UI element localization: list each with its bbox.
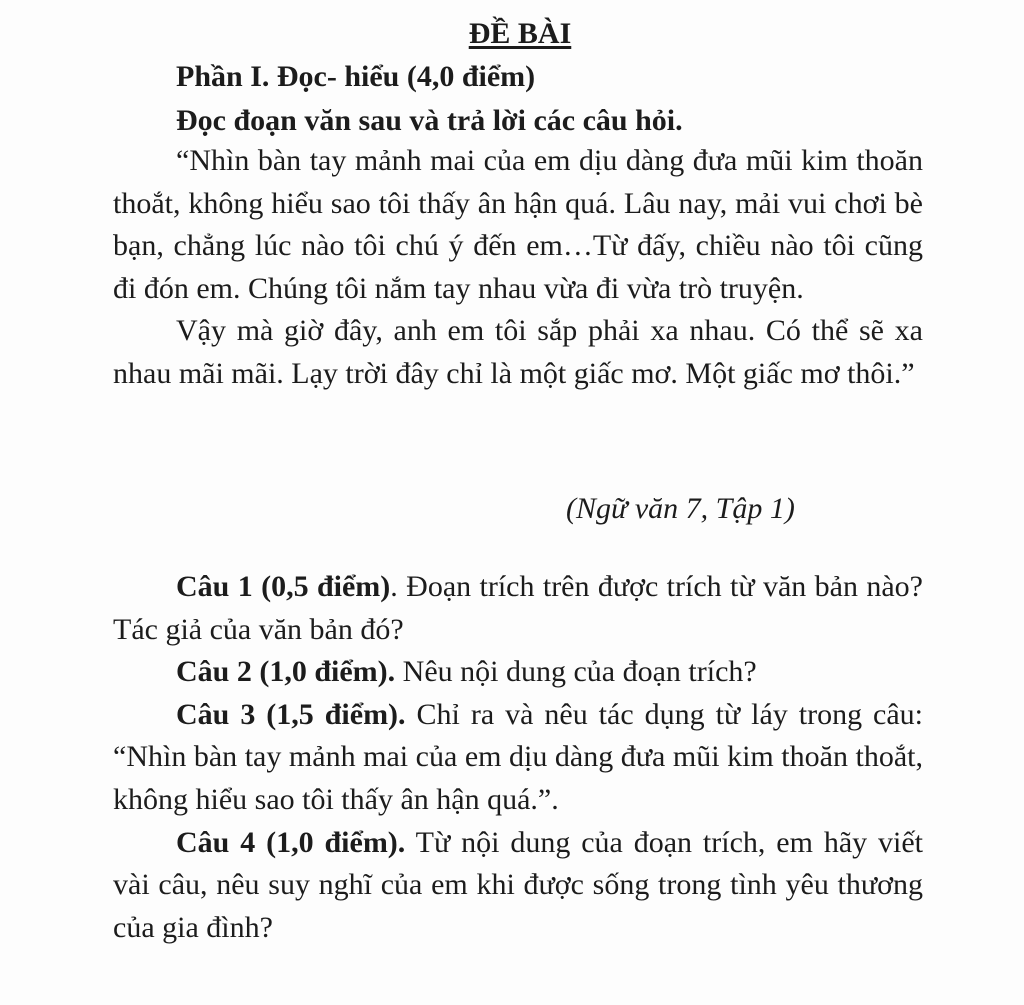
section-instruction: Đọc đoạn văn sau và trả lời các câu hỏi.: [176, 104, 683, 137]
question-label: Câu 2 (1,0 điểm).: [176, 655, 396, 689]
passage-paragraph: “Nhìn bàn tay mảnh mai của em dịu dàng đưa mũi kim thoăn thoắt, không hiểu sao tôi thấy ân hận quá. Lâu nay, mải vui chơi bè bạn, chẳng lúc nào tôi chú ý đến em…Từ đấy, chiều nào tôi cũng đi đón em. Chúng tôi nắm tay nhau vừa đi vừa trò truyện.: [113, 144, 923, 305]
question-3: [113, 694, 923, 822]
question-text: Chỉ ra và nêu tác dụng từ láy trong câu: “Nhìn bàn tay mảnh mai của em dịu dàng đưa mũi kim thoăn thoắt, không hiểu sao tôi thấy ân hận quá.”.: [113, 697, 923, 816]
question-text: . Đoạn trích trên được trích từ văn bản nào? Tác giả của văn bản đó?: [113, 570, 924, 646]
question-label: Câu 3 (1,5 điểm).: [176, 697, 406, 731]
reading-passage: [113, 140, 923, 396]
question-text: Từ nội dung của đoạn trích, em hãy viết vài câu, nêu suy nghĩ của em khi được sống trong tình yêu thương của gia đình?: [113, 825, 923, 944]
question-2: [113, 651, 923, 694]
document-title: ĐỀ BÀI: [468, 17, 572, 50]
question-text: Nêu nội dung của đoạn trích?: [395, 655, 757, 689]
passage-source: (Ngữ văn 7, Tập 1): [566, 492, 795, 525]
question-1: [113, 566, 923, 651]
section-heading: Phần I. Đọc- hiểu (4,0 điểm): [176, 60, 536, 93]
question-label: Câu 4 (1,0 điểm).: [176, 825, 406, 859]
question-4: [113, 822, 923, 950]
question-list: [113, 566, 923, 949]
question-label: Câu 1 (0,5 điểm): [176, 570, 391, 603]
passage-paragraph: Vậy mà giờ đây, anh em tôi sắp phải xa nhau. Có thể sẽ xa nhau mãi mãi. Lạy trời đây chỉ là một giấc mơ. Một giấc mơ thôi.”: [113, 314, 923, 390]
